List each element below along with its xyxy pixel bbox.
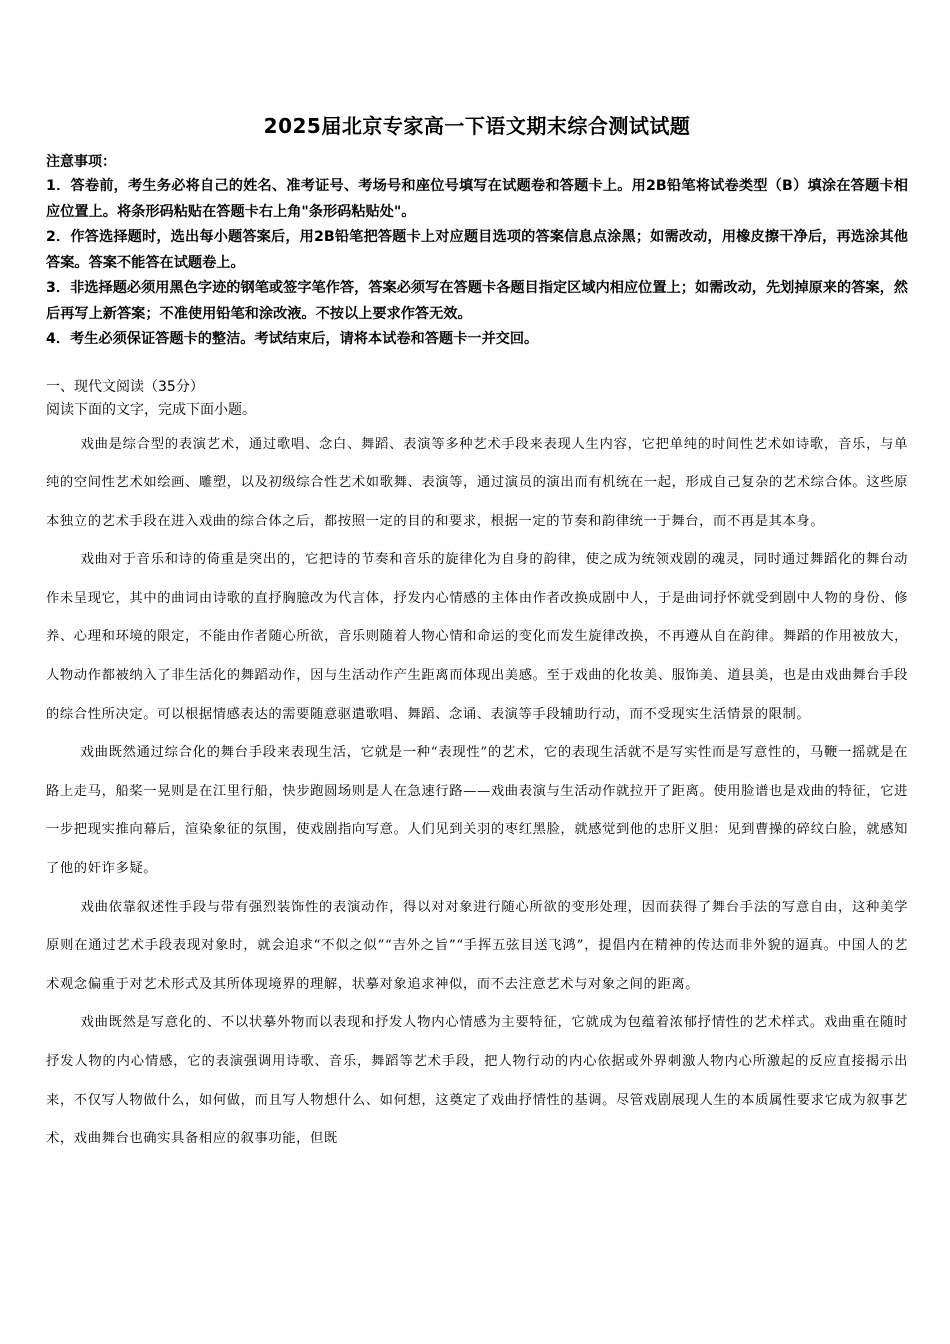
notice-item-1: 1．答卷前，考生务必将自己的姓名、准考证号、考场号和座位号填写在试题卷和答题卡上。用2B铅笔将试卷类型（B）填涂在答题卡相应位置上。将条形码粘贴在答题卡右上角"条形码粘贴处"。: [46, 178, 908, 220]
passage-paragraph-2: 戏曲对于音乐和诗的倚重是突出的，它把诗的节奏和音乐的旋律化为自身的韵律，使之成为统领戏剧的魂灵，同时通过舞蹈化的舞台动作未呈现它，其中的曲词由诗歌的直抒胸臆改为代言体，抒发内心情感的主体由作者改换成剧中人，于是曲词抒怀就受到剧中人物的身份、修养、心理和环境的限定，不能由作者随心所欲，音乐则随着人物心情和命运的变化而发生旋律改换，不再遵从自在韵律。舞蹈的作用被放大，人物动作都被纳入了非生活化的舞蹈动作，因与生活动作产生距离而体现出美感。至于戏曲的化妆美、服饰美、道县美，也是由戏曲舞台手段的综合性所决定。可以根据情感表达的需要随意驱遣歌唱、舞蹈、念诵、表演等手段辅助行动，而不受现实生活情景的限制。: [46, 552, 908, 722]
section-spacer: [46, 353, 908, 375]
notice-block: [46, 150, 908, 353]
passage-paragraph-1: 戏曲是综合型的表演艺术，通过歌唱、念白、舞蹈、表演等多种艺术手段来表现人生内容，它把单纯的时间性艺术如诗歌，音乐，与单纯的空间性艺术如绘画、雕塑，以及初级综合性艺术如歌舞、表演等，通过演员的演出而有机统在一起，形成自己复杂的艺术综合体。这些原本独立的艺术手段在进入戏曲的综合体之后，都按照一定的目的和要求，根据一定的节奏和韵律统一于舞台，而不再是其本身。: [46, 436, 908, 529]
notice-item-4: 4．考生必须保证答题卡的整洁。考试结束后，请将本试卷和答题卡一并交回。: [46, 331, 539, 347]
passage-paragraph-3: 戏曲既然通过综合化的舞台手段来表现生活，它就是一种“表现性”的艺术，它的表现生活就不是写实性而是写意性的，马鞭一摇就是在路上走马，船桨一晃则是在江里行船，快步跑圆场则是人在急速行路——戏曲表演与生活动作就拉开了距离。使用脸谱也是戏曲的特征，它进一步把现实推向幕后，渲染象征的氛围，使戏剧指向写意。人们见到关羽的枣红黑脸，就感觉到他的忠肝义胆：见到曹操的碎纹白脸，就感知了他的奸诈多疑。: [46, 745, 908, 877]
exam-title: 2025届北京专家高一下语文期末综合测试试题: [263, 114, 691, 138]
section-instruction: 阅读下面的文字，完成下面小题。: [46, 401, 256, 418]
passage-paragraph-4: 戏曲依靠叙述性手段与带有强烈装饰性的表演动作，得以对对象进行随心所欲的变形处理，因而获得了舞台手法的写意自由，这种美学原则在通过艺术手段表现对象时，就会追求“不似之似”“吉外之旨”“手挥五弦目送飞鸿”，提倡内在精神的传达而非外貌的逼真。中国人的艺术观念偏重于对艺术形式及其所体现境界的理解，状摹对象追求神似，而不去注意艺术与对象之间的距离。: [46, 899, 908, 992]
section-heading: 一、现代文阅读（35分）: [46, 378, 204, 395]
exam-page: [46, 110, 908, 1159]
notice-heading: 注意事项：: [46, 154, 116, 170]
notice-item-3: 3．非选择题必须用黑色字迹的钢笔或签字笔作答，答案必须写在答题卡各题目指定区域内相应位置上；如需改动，先划掉原来的答案，然后再写上新答案；不准使用铅笔和涂改液。不按以上要求作答无效。: [46, 280, 908, 322]
reading-section: [46, 375, 908, 1159]
notice-item-2: 2．作答选择题时，选出每小题答案后，用2B铅笔把答题卡上对应题目选项的答案信息点涂黑；如需改动，用橡皮擦干净后，再选涂其他答案。答案不能答在试题卷上。: [46, 229, 908, 271]
passage-paragraph-5: 戏曲既然是写意化的、不以状摹外物而以表现和抒发人物内心情感为主要特征，它就成为包蕴着浓郁抒情性的艺术样式。戏曲重在随时抒发人物的内心情感，它的表演强调用诗歌、音乐，舞蹈等艺术手段，把人物行动的内心依据或外界刺激人物内心所激起的反应直接揭示出来，不仅写人物做什么，如何做，而且写人物想什么、如何想，这奠定了戏曲抒情性的基调。尽管戏剧展现人生的本质属性要求它成为叙事艺术，戏曲舞台也确实具备相应的叙事功能，但既: [46, 1015, 908, 1147]
